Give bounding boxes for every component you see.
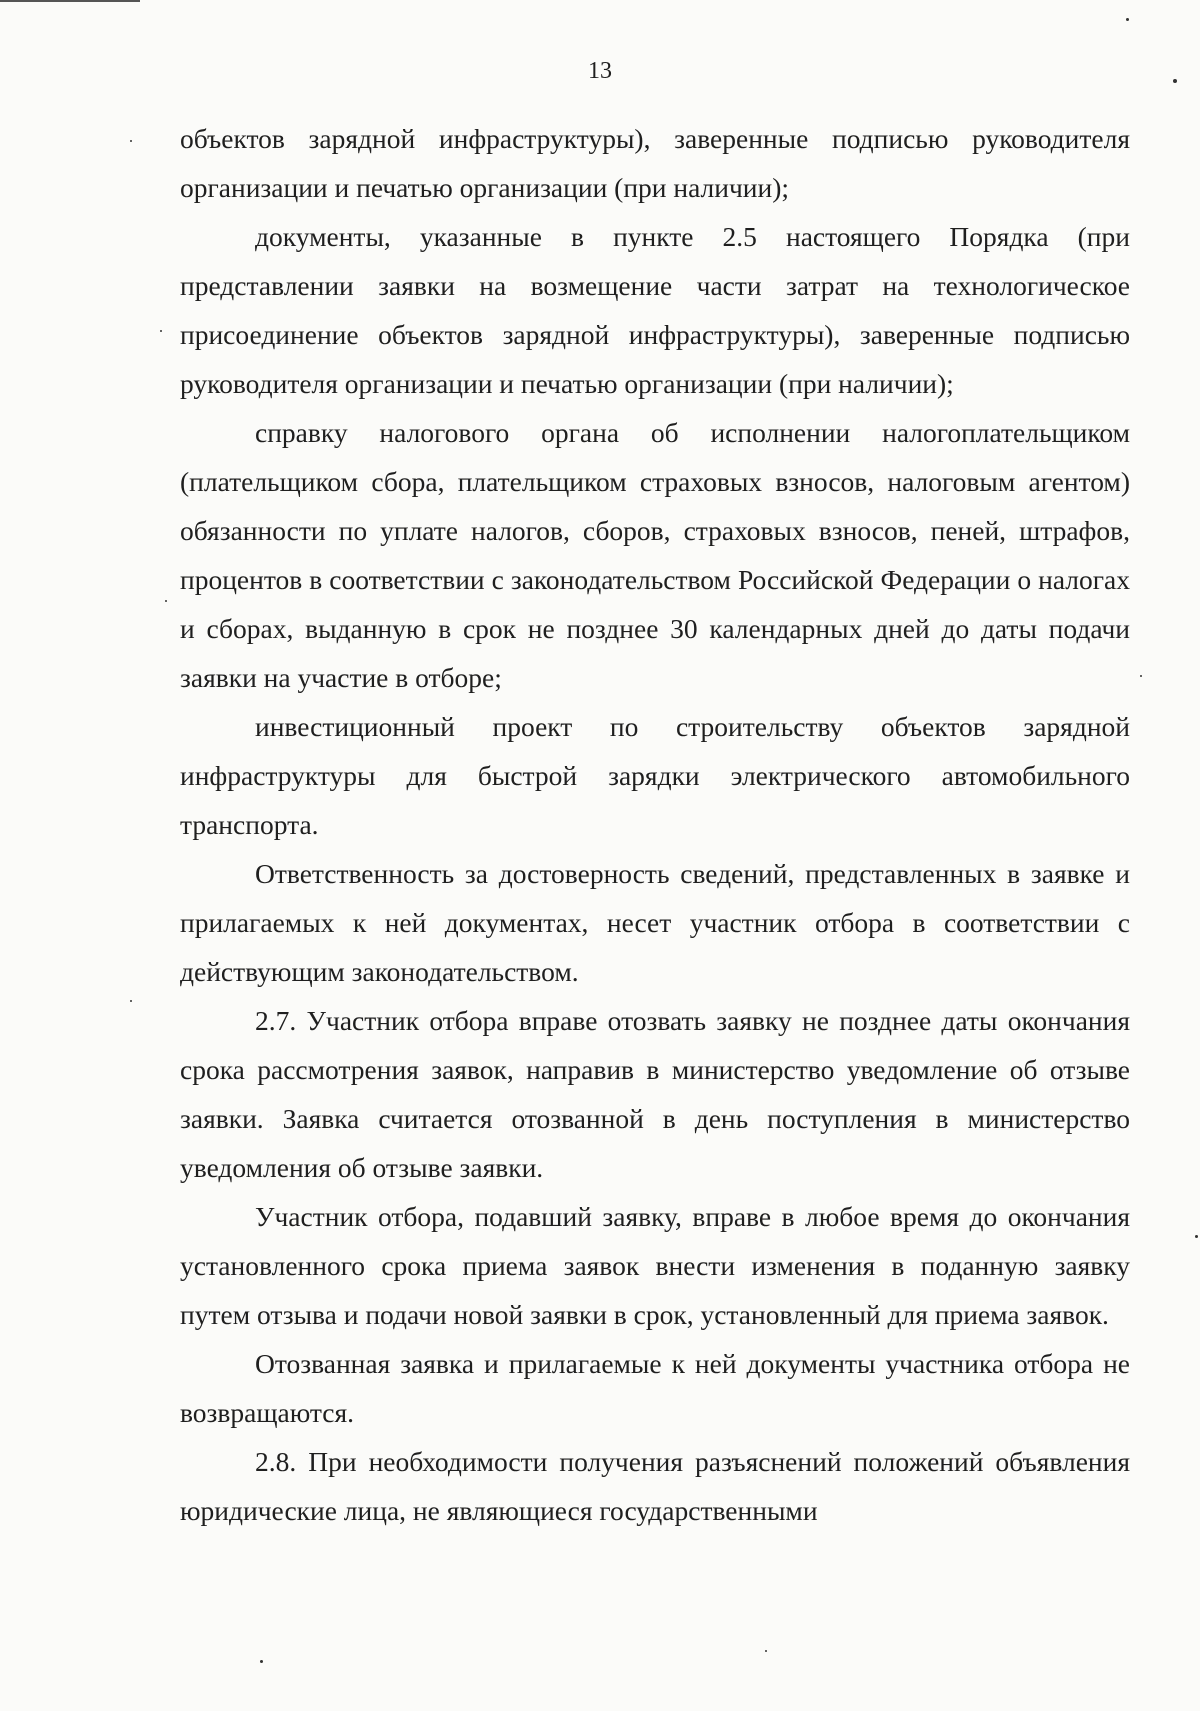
- scan-speck: [165, 600, 167, 602]
- scan-speck: [1195, 1235, 1198, 1238]
- scan-speck: [130, 140, 132, 142]
- scan-speck: [1173, 79, 1177, 83]
- scan-edge-line: [0, 0, 140, 2]
- scan-speck: [1140, 675, 1142, 677]
- scan-speck: [260, 1660, 263, 1663]
- paragraph: объектов зарядной инфраструктуры), заверенные подписью руководителя организации и печатью организации (при наличии);: [180, 123, 1130, 203]
- scan-speck: [1126, 18, 1129, 21]
- paragraph: инвестиционный проект по строительству объектов зарядной инфраструктуры для быстрой зарядки электрического автомобильного транспорта.: [180, 711, 1130, 840]
- paragraph: 2.8. При необходимости получения разъяснений положений объявления юридические лица, не являющиеся государственными: [180, 1446, 1130, 1526]
- paragraph: Ответственность за достоверность сведений, представленных в заявке и прилагаемых к ней документах, несет участник отбора в соответствии с действующим законодательством.: [180, 858, 1130, 987]
- paragraph: справку налогового органа об исполнении налогоплательщиком (плательщиком сбора, плательщиком страховых взносов, налоговым агентом) обязанности по уплате налогов, сборов, страховых взносов, пеней, штрафов, процентов в соответствии с законодательством Российской Федерации о налогах и сборах, выданную в срок не позднее 30 календарных дней до даты подачи заявки на участие в отборе;: [180, 417, 1130, 693]
- paragraph: Отозванная заявка и прилагаемые к ней документы участника отбора не возвращаются.: [180, 1348, 1130, 1428]
- paragraph: документы, указанные в пункте 2.5 настоящего Порядка (при представлении заявки на возмещение части затрат на технологическое присоединение объектов зарядной инфраструктуры), заверенные подписью руководителя организации и печатью организации (при наличии);: [180, 221, 1130, 399]
- scan-speck: [160, 330, 162, 332]
- scan-speck: [130, 1000, 132, 1002]
- paragraph: 2.7. Участник отбора вправе отозвать заявку не позднее даты окончания срока рассмотрения заявок, направив в министерство уведомление об отзыве заявки. Заявка считается отозванной в день поступления в министерство уведомления об отзыве заявки.: [180, 1005, 1130, 1183]
- scan-speck: [765, 1650, 767, 1652]
- paragraph: Участник отбора, подавший заявку, вправе в любое время до окончания установленного срока приема заявок внести изменения в поданную заявку путем отзыва и подачи новой заявки в срок, установленный для приема заявок.: [180, 1201, 1130, 1330]
- page-number: 13: [588, 58, 612, 84]
- document-body: [180, 114, 1130, 1535]
